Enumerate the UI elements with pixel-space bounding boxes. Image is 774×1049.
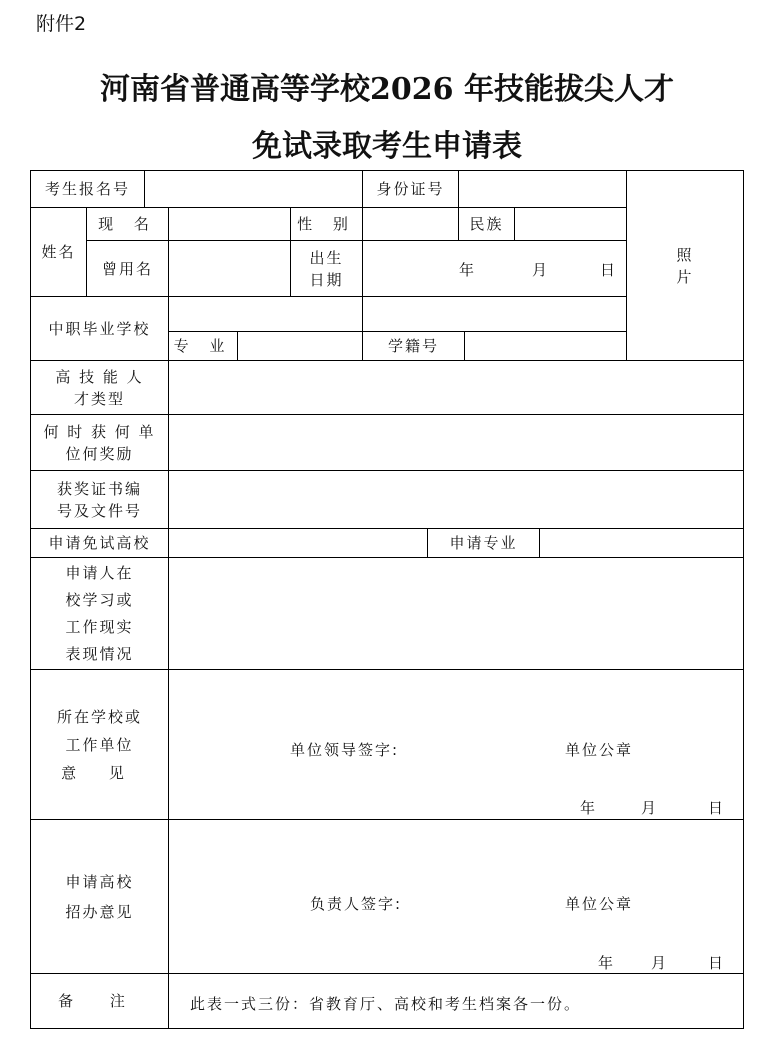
- remarks-label: 备 注: [58, 992, 141, 1010]
- perf-label-2: 校学习或: [65, 590, 134, 609]
- perf-label-4: 表现情况: [65, 644, 134, 663]
- birth-date-field[interactable]: [363, 241, 626, 296]
- unit-day-unit: 日: [708, 799, 726, 817]
- apply-major-field[interactable]: [540, 529, 743, 557]
- perf-label-1: 申请人在: [65, 563, 134, 582]
- id-no-field[interactable]: [459, 171, 626, 207]
- remarks-text: 此表一式三份：省教育厅、高校和考生档案各一份。: [190, 995, 582, 1013]
- talent-label-1: 高 技 能 人: [55, 367, 144, 386]
- student-no-label: 学籍号: [387, 337, 439, 355]
- leader-sign-label: 单位领导签字:: [290, 741, 400, 759]
- current-name-field[interactable]: [169, 208, 290, 240]
- apply-major-label: 申请专业: [449, 534, 518, 552]
- unit-label-3: 意 见: [61, 763, 138, 782]
- form-title-line2: 免试录取考生申请表: [252, 129, 522, 164]
- birth-date-label: [291, 241, 362, 296]
- photo-box[interactable]: [627, 171, 743, 360]
- college-day-unit: 日: [708, 954, 726, 972]
- unit-seal-label: 单位公章: [565, 741, 634, 759]
- college-opinion-label: [31, 820, 168, 973]
- talent-label-2: 才类型: [73, 389, 125, 408]
- current-name-label: 现 名: [98, 215, 157, 233]
- college-opinion-field[interactable]: [169, 820, 743, 973]
- talent-type-label: [31, 361, 168, 414]
- award-label-1: 何 时 获 何 单: [43, 422, 156, 441]
- school-label: 中职毕业学校: [48, 319, 151, 338]
- annex-label: 附件2: [36, 13, 87, 35]
- exam-no-label: 考生报名号: [44, 180, 130, 198]
- birth-label-2: 日期: [309, 270, 344, 289]
- college-month-unit: 月: [651, 954, 669, 972]
- college-seal-label: 单位公章: [565, 895, 634, 913]
- former-name-label: 曾用名: [101, 259, 153, 278]
- person-sign-label: 负责人签字:: [310, 895, 403, 913]
- photo-label-1: 照: [676, 245, 694, 264]
- photo-label-2: 片: [676, 267, 694, 286]
- college-year-unit: 年: [598, 954, 616, 972]
- exam-no-field[interactable]: [145, 171, 362, 207]
- cert-label-1: 获奖证书编: [56, 479, 142, 498]
- talent-type-field[interactable]: [169, 361, 743, 414]
- performance-field[interactable]: [169, 558, 743, 669]
- form-title-line1: 河南省普通高等学校2026 年技能拔尖人才: [100, 72, 674, 107]
- perf-label-3: 工作现实: [65, 617, 134, 636]
- apply-school-label: 申请免试高校: [48, 534, 151, 552]
- certificate-label: [31, 471, 168, 528]
- unit-opinion-label: [31, 670, 168, 819]
- award-label: [31, 415, 168, 470]
- unit-label-1: 所在学校或: [56, 707, 142, 726]
- certificate-field[interactable]: [169, 471, 743, 528]
- ethnicity-field[interactable]: [515, 208, 626, 240]
- cert-label-2: 号及文件号: [56, 501, 142, 520]
- unit-year-unit: 年: [580, 799, 598, 817]
- major-field[interactable]: [238, 332, 362, 360]
- gender-label: 性 别: [297, 215, 356, 233]
- birth-day-unit: 日: [600, 261, 618, 279]
- college-label-2: 招办意见: [65, 902, 134, 921]
- gender-field[interactable]: [363, 208, 458, 240]
- unit-label-2: 工作单位: [65, 735, 134, 754]
- ethnicity-label: 民族: [469, 215, 504, 233]
- id-no-label: 身份证号: [376, 180, 445, 198]
- award-label-2: 位何奖励: [65, 444, 134, 463]
- performance-label: [31, 558, 168, 669]
- unit-month-unit: 月: [641, 799, 659, 817]
- award-field[interactable]: [169, 415, 743, 470]
- birth-label-1: 出生: [309, 248, 344, 267]
- birth-month-unit: 月: [532, 261, 550, 279]
- apply-school-field[interactable]: [169, 529, 427, 557]
- major-label: 专 业: [173, 337, 233, 355]
- former-name-field[interactable]: [169, 241, 290, 296]
- school-field[interactable]: [169, 297, 626, 331]
- college-label-1: 申请高校: [65, 872, 134, 891]
- birth-year-unit: 年: [459, 261, 477, 279]
- name-label: 姓名: [41, 243, 76, 261]
- student-no-field[interactable]: [465, 332, 626, 360]
